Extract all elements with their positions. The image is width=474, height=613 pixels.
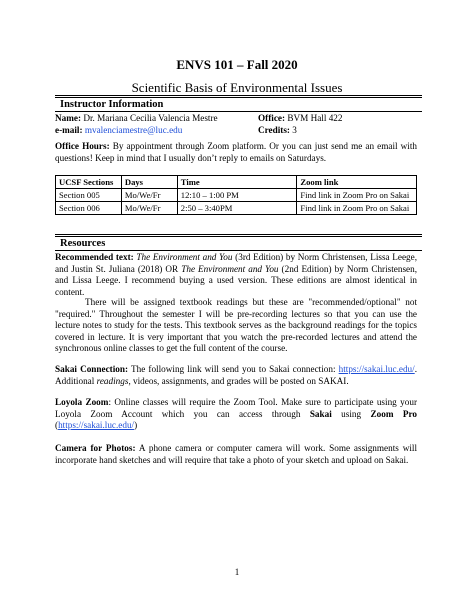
header-sections: UCSF Sections (56, 176, 122, 189)
credits-value: 3 (292, 124, 297, 135)
cell-section: Section 005 (56, 189, 122, 202)
office-value: BVM Hall 422 (287, 113, 343, 123)
cell-time: 12:10 – 1:00 PM (177, 189, 297, 202)
title-block (0, 57, 474, 97)
email-link[interactable]: mvalenciamestre@luc.edu (84, 124, 183, 135)
sakai-link[interactable]: https://sakai.luc.edu/ (338, 364, 415, 374)
cell-time: 2:50 – 3:40PM (177, 202, 297, 215)
instructor-section-heading: Instructor Information (55, 97, 422, 112)
zoom-sakai-link[interactable]: https://sakai.luc.edu/ (58, 420, 135, 431)
recommended-text-paragraph: Recommended text: The Environment and You (3rd Edition) by Norm Christensen, Lissa Leege, and Justin St. Juliana (2018) OR The Environment and You (2nd Edition) by Norm Christensen, and Lissa Leege. I recommend buying a used version. These editions are almost identical in content. (55, 252, 417, 297)
zoom-paragraph: Loyola Zoom: Online classes will require the Zoom Tool. Make sure to participate using your Loyola Zoom Account which you can access through Sakai using Zoom Pro (https://sakai.luc.edu/) (55, 397, 417, 431)
header-time: Time (177, 176, 297, 189)
page-number: 1 (234, 567, 240, 577)
sakai-paragraph: Sakai Connection: The following link will send you to Sakai connection: https://sakai.luc.edu/. Additional readings, videos, assignments, and grades will be posted on SAKAI. (55, 364, 417, 386)
table-row (56, 202, 417, 215)
instructor-name: Dr. Mariana Cecilia Valencia Mestre (83, 113, 218, 123)
camera-paragraph: Camera for Photos: A phone camera or computer camera will work. Some assignments will incorporate hand sketches and will require that take a photo of your sketch and upload on Sakai. (55, 443, 417, 465)
cell-days: Mo/We/Fr (121, 202, 177, 215)
office-hours-label: Office Hours: (55, 141, 110, 151)
zoom-label: Loyola Zoom (55, 397, 109, 407)
course-title: ENVS 101 – Fall 2020 (176, 57, 298, 72)
resources-section-heading: Resources (55, 236, 422, 251)
office-hours (55, 141, 417, 164)
credits-label: Credits: (258, 124, 290, 135)
course-subtitle: Scientific Basis of Environmental Issues (131, 80, 343, 95)
table-header-row (56, 176, 417, 189)
book-title-3rd: The Environment and You (136, 252, 233, 262)
office-label: Office: (258, 113, 286, 123)
cell-zoom: Find link in Zoom Pro on Sakai (297, 202, 417, 215)
camera-label: Camera for Photos: (55, 443, 136, 453)
name-label: Name: (55, 113, 82, 123)
schedule-table (55, 175, 417, 215)
sakai-label: Sakai Connection: (55, 364, 129, 374)
email-label: e-mail: (55, 124, 83, 135)
book-title-2nd: The Environment and You (181, 263, 279, 274)
table-row (56, 189, 417, 202)
cell-zoom: Find link in Zoom Pro on Sakai (297, 189, 417, 202)
header-zoom-link: Zoom link (297, 176, 417, 189)
office-hours-text: By appointment through Zoom platform. Or you can just send me an email with questions! Keep in mind that I usually don’t reply to emails on Saturdays. (55, 141, 417, 163)
header-days: Days (121, 176, 177, 189)
cell-days: Mo/We/Fr (121, 189, 177, 202)
cell-section: Section 006 (56, 202, 122, 215)
textbook-note-paragraph: There will be assigned textbook readings but these are "recommended/optional" not "required." Throughout the semester I will be pre-recording lectures so that you can use the lecture notes to study for the tests. This textbook serves as the background readings for the topics covered in lecture. It is very important that you watch the pre-recorded lectures and attend the synchronous online classes to get the full content of the course. (55, 297, 417, 354)
recommended-text-label: Recommended text: (55, 252, 134, 262)
instructor-info (55, 113, 417, 136)
